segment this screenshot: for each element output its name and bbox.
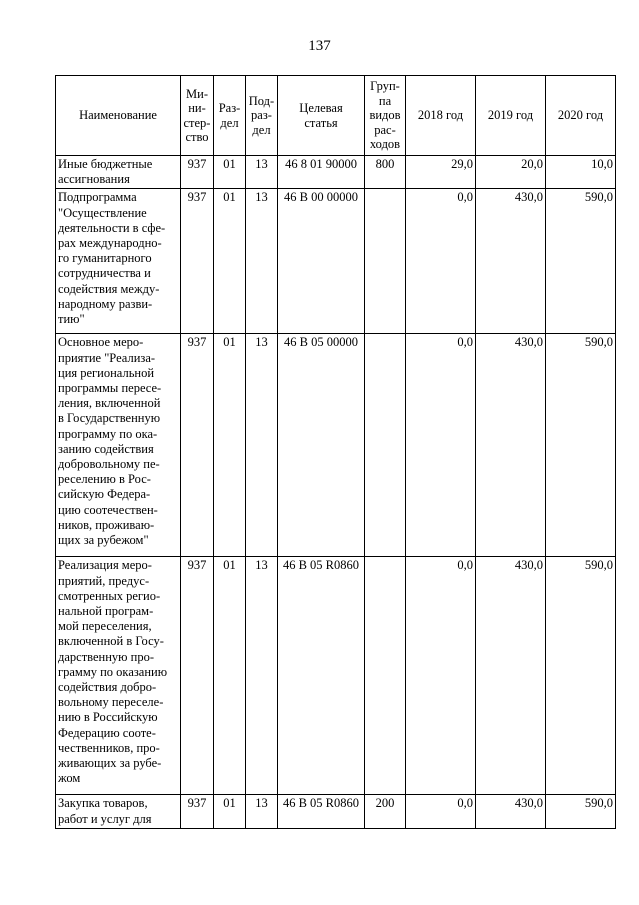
- cell-ministry: 937: [181, 795, 214, 828]
- table-row: [56, 557, 616, 795]
- header-2018: 2018 год: [406, 76, 476, 156]
- cell-2019: 430,0: [476, 557, 546, 795]
- cell-2019: 430,0: [476, 334, 546, 557]
- cell-2018: 0,0: [406, 334, 476, 557]
- cell-name: Иные бюджетные ассигнования: [56, 156, 181, 189]
- cell-subsection: 13: [246, 189, 278, 334]
- cell-target: 46 В 05 R0860: [278, 795, 365, 828]
- cell-name: Закупка товаров, работ и услуг для: [56, 795, 181, 828]
- cell-2019: 430,0: [476, 189, 546, 334]
- cell-subsection: 13: [246, 557, 278, 795]
- cell-ministry: 937: [181, 334, 214, 557]
- table-row: [56, 795, 616, 828]
- cell-expense-group: [365, 334, 406, 557]
- cell-2020: 10,0: [546, 156, 616, 189]
- cell-name: Реализация меро- приятий, предус- смотренных регио- нальной програм- мой переселения, включенной в Госу- дарственную про- грамму по оказанию содействия добро- вольному переселе- нию в Российскую Федерацию соотe- чественников, про- живающих за рубе- жом: [56, 557, 181, 795]
- budget-table: [55, 75, 616, 829]
- cell-expense-group: [365, 189, 406, 334]
- header-subsection: Под- раз- дел: [246, 76, 278, 156]
- header-section: Раз- дел: [214, 76, 246, 156]
- cell-2019: 430,0: [476, 795, 546, 828]
- cell-target: 46 В 05 00000: [278, 334, 365, 557]
- cell-section: 01: [214, 795, 246, 828]
- cell-section: 01: [214, 557, 246, 795]
- cell-target: 46 В 00 00000: [278, 189, 365, 334]
- cell-ministry: 937: [181, 156, 214, 189]
- cell-ministry: 937: [181, 189, 214, 334]
- cell-2018: 0,0: [406, 189, 476, 334]
- cell-expense-group: [365, 557, 406, 795]
- cell-2019: 20,0: [476, 156, 546, 189]
- cell-2020: 590,0: [546, 334, 616, 557]
- cell-section: 01: [214, 334, 246, 557]
- header-name: Наименование: [56, 76, 181, 156]
- cell-name: Подпрограмма "Осуществление деятельности в сфе- рах международно- го гуманитарного сотрудничества и содействия между- народному разви- тию": [56, 189, 181, 334]
- cell-2020: 590,0: [546, 557, 616, 795]
- cell-target: 46 В 05 R0860: [278, 557, 365, 795]
- header-2020: 2020 год: [546, 76, 616, 156]
- header-ministry: Ми- ни- стер- ство: [181, 76, 214, 156]
- page-number: 137: [308, 38, 331, 54]
- table-header-row: [56, 76, 616, 156]
- cell-subsection: 13: [246, 795, 278, 828]
- table-row: [56, 334, 616, 557]
- cell-section: 01: [214, 156, 246, 189]
- cell-2018: 0,0: [406, 795, 476, 828]
- header-expense-group: Груп- па видов рас- ходов: [365, 76, 406, 156]
- cell-2018: 29,0: [406, 156, 476, 189]
- cell-name: Основное меро- приятие "Реализа- ция региональной программы пересе- ления, включенной в Государственную программу по ока- занию содействия добровольному пе- реселению в Рос- сийскую Федера- цию соотечествен- ников, проживаю- щих за рубежом": [56, 334, 181, 557]
- cell-expense-group: 200: [365, 795, 406, 828]
- cell-section: 01: [214, 189, 246, 334]
- cell-subsection: 13: [246, 334, 278, 557]
- cell-subsection: 13: [246, 156, 278, 189]
- header-2019: 2019 год: [476, 76, 546, 156]
- cell-target: 46 8 01 90000: [278, 156, 365, 189]
- header-target: Целевая статья: [278, 76, 365, 156]
- cell-2020: 590,0: [546, 189, 616, 334]
- cell-2018: 0,0: [406, 557, 476, 795]
- cell-ministry: 937: [181, 557, 214, 795]
- table-row: [56, 189, 616, 334]
- cell-2020: 590,0: [546, 795, 616, 828]
- table-row: [56, 156, 616, 189]
- cell-expense-group: 800: [365, 156, 406, 189]
